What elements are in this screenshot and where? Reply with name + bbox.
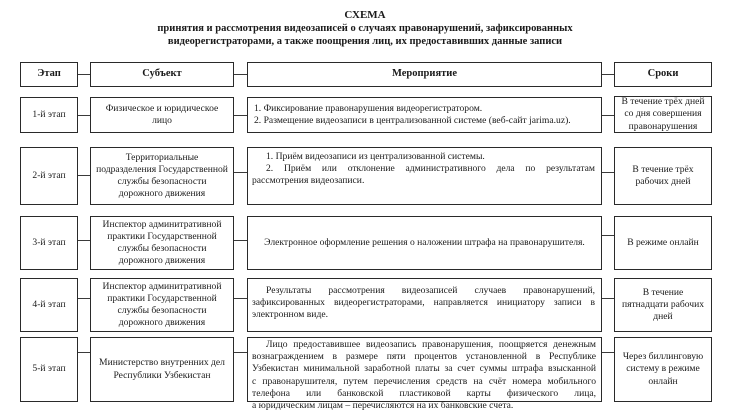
- subject-3: [90, 216, 234, 270]
- action-5-line-3: Узбекистан минимальной заработной платы за счет суммы штрафа взысканной: [252, 363, 596, 375]
- action-3: [247, 216, 602, 270]
- action-1: [247, 97, 602, 133]
- stage-5-label: 5-й этап: [32, 363, 66, 375]
- diagram-subtitle-line1: принятия и рассмотрения видеозаписей о случаях правонарушений, зафиксированных: [157, 23, 573, 34]
- deadline-2-label: В течение трёх рабочих дней: [632, 163, 694, 187]
- subject-1: [90, 97, 234, 133]
- header-deadline-label: Сроки: [647, 68, 679, 80]
- connector: [234, 115, 247, 116]
- action-4: [247, 278, 602, 332]
- stage-5: [20, 337, 78, 402]
- connector: [234, 172, 247, 173]
- connector: [602, 115, 614, 116]
- action-2-line-3: рассмотрения видеозаписи.: [252, 175, 365, 187]
- action-1-line-2: 2. Размещение видеозаписи в централизованной системе (веб-сайт jarima.uz).: [254, 115, 571, 126]
- connector: [78, 240, 90, 241]
- diagram-title: СХЕМА: [344, 9, 386, 21]
- action-4-line-1: Результаты рассмотрения видеозаписей случаев правонарушений,: [266, 285, 595, 296]
- stage-2: [20, 147, 78, 205]
- deadline-5: [614, 337, 712, 402]
- action-5-line-4: с правонарушителя, путем перечисления средств на счёт номера мобильного: [252, 375, 596, 387]
- connector: [602, 352, 614, 353]
- connector: [234, 240, 247, 241]
- action-2-line-2: 2. Приём или отклонение административного дела по результатам: [266, 163, 595, 175]
- connector: [78, 298, 90, 299]
- connector: [78, 115, 90, 116]
- stage-1-label: 1-й этап: [32, 108, 66, 120]
- stage-4: [20, 278, 78, 332]
- subject-2: [90, 147, 234, 205]
- subject-4-label: Инспектор админитративной практики Государственной службы безопасности дорожного движения: [102, 280, 222, 329]
- connector: [78, 175, 90, 176]
- deadline-4: [614, 278, 712, 332]
- action-5-line-6: а юридическим лицам – перечисляются на их банковские счета.: [252, 400, 514, 412]
- connector: [602, 235, 614, 236]
- deadline-3-label: В режиме онлайн: [627, 236, 699, 248]
- action-2: [247, 147, 602, 205]
- action-5-line-5: телефона или банковской пластиковой карты физического лица,: [252, 387, 596, 399]
- connector: [234, 298, 247, 299]
- connector: [602, 298, 614, 299]
- connector: [234, 352, 247, 353]
- action-2-line-1: 1. Приём видеозаписи из централизованной системы.: [266, 151, 485, 162]
- connector: [602, 74, 614, 75]
- header-deadline: [614, 62, 712, 87]
- header-action: [247, 62, 602, 87]
- diagram-subtitle-line2: видеорегистраторами, а также поощрения лиц, их предоставивших данные записи: [167, 36, 563, 47]
- action-5-line-1: Лицо предоставившее видеозапись правонарушения, поощряется денежным: [266, 339, 596, 350]
- connector: [234, 74, 247, 75]
- header-stage: [20, 62, 78, 87]
- action-5-line-2: вознаграждением в размере пяти процентов установленной в Республике: [252, 351, 596, 363]
- action-3-line-1: Электронное оформление решения о наложении штрафа на правонарушителя.: [264, 236, 585, 248]
- deadline-2: [614, 147, 712, 205]
- action-4-line-2: зафиксированных видеорегистраторами, направляется инициатору записи в: [252, 297, 595, 309]
- connector: [602, 172, 614, 173]
- subject-4: [90, 278, 234, 332]
- stage-2-label: 2-й этап: [32, 169, 66, 181]
- connector: [78, 74, 90, 75]
- subject-3-label: Инспектор админитративной практики Государственной службы безопасности дорожного движения: [102, 218, 222, 267]
- deadline-4-label: В течение пятнадцати рабочих дней: [621, 286, 705, 323]
- deadline-1: [614, 96, 712, 133]
- header-subject-label: Субъект: [142, 68, 182, 80]
- subject-5-label: Министерство внутренних дел Республики Узбекистан: [99, 357, 225, 381]
- subject-5: [90, 337, 234, 402]
- deadline-5-label: Через биллинговую систему в режиме онлайн: [622, 351, 704, 387]
- stage-3: [20, 216, 78, 270]
- subject-2-label: Территориальные подразделения Государственной службы безопасности дорожного движения: [96, 151, 228, 200]
- deadline-3: [614, 216, 712, 270]
- stage-1: [20, 97, 78, 133]
- action-1-line-1: 1. Фиксирование правонарушения видеорегистратором.: [254, 102, 483, 114]
- header-stage-label: Этап: [37, 68, 61, 80]
- action-4-line-3: электронном виде.: [252, 309, 328, 321]
- header-subject: [90, 62, 234, 87]
- deadline-1-label: В течение трёх дней со дня совершения правонарушения: [621, 96, 705, 132]
- header-action-label: Мероприятие: [391, 68, 457, 80]
- subject-1-label: Физическое и юридическое лицо: [105, 102, 219, 126]
- stage-4-label: 4-й этап: [32, 298, 66, 310]
- connector: [78, 352, 90, 353]
- stage-3-label: 3-й этап: [32, 236, 66, 248]
- action-5: [247, 337, 602, 412]
